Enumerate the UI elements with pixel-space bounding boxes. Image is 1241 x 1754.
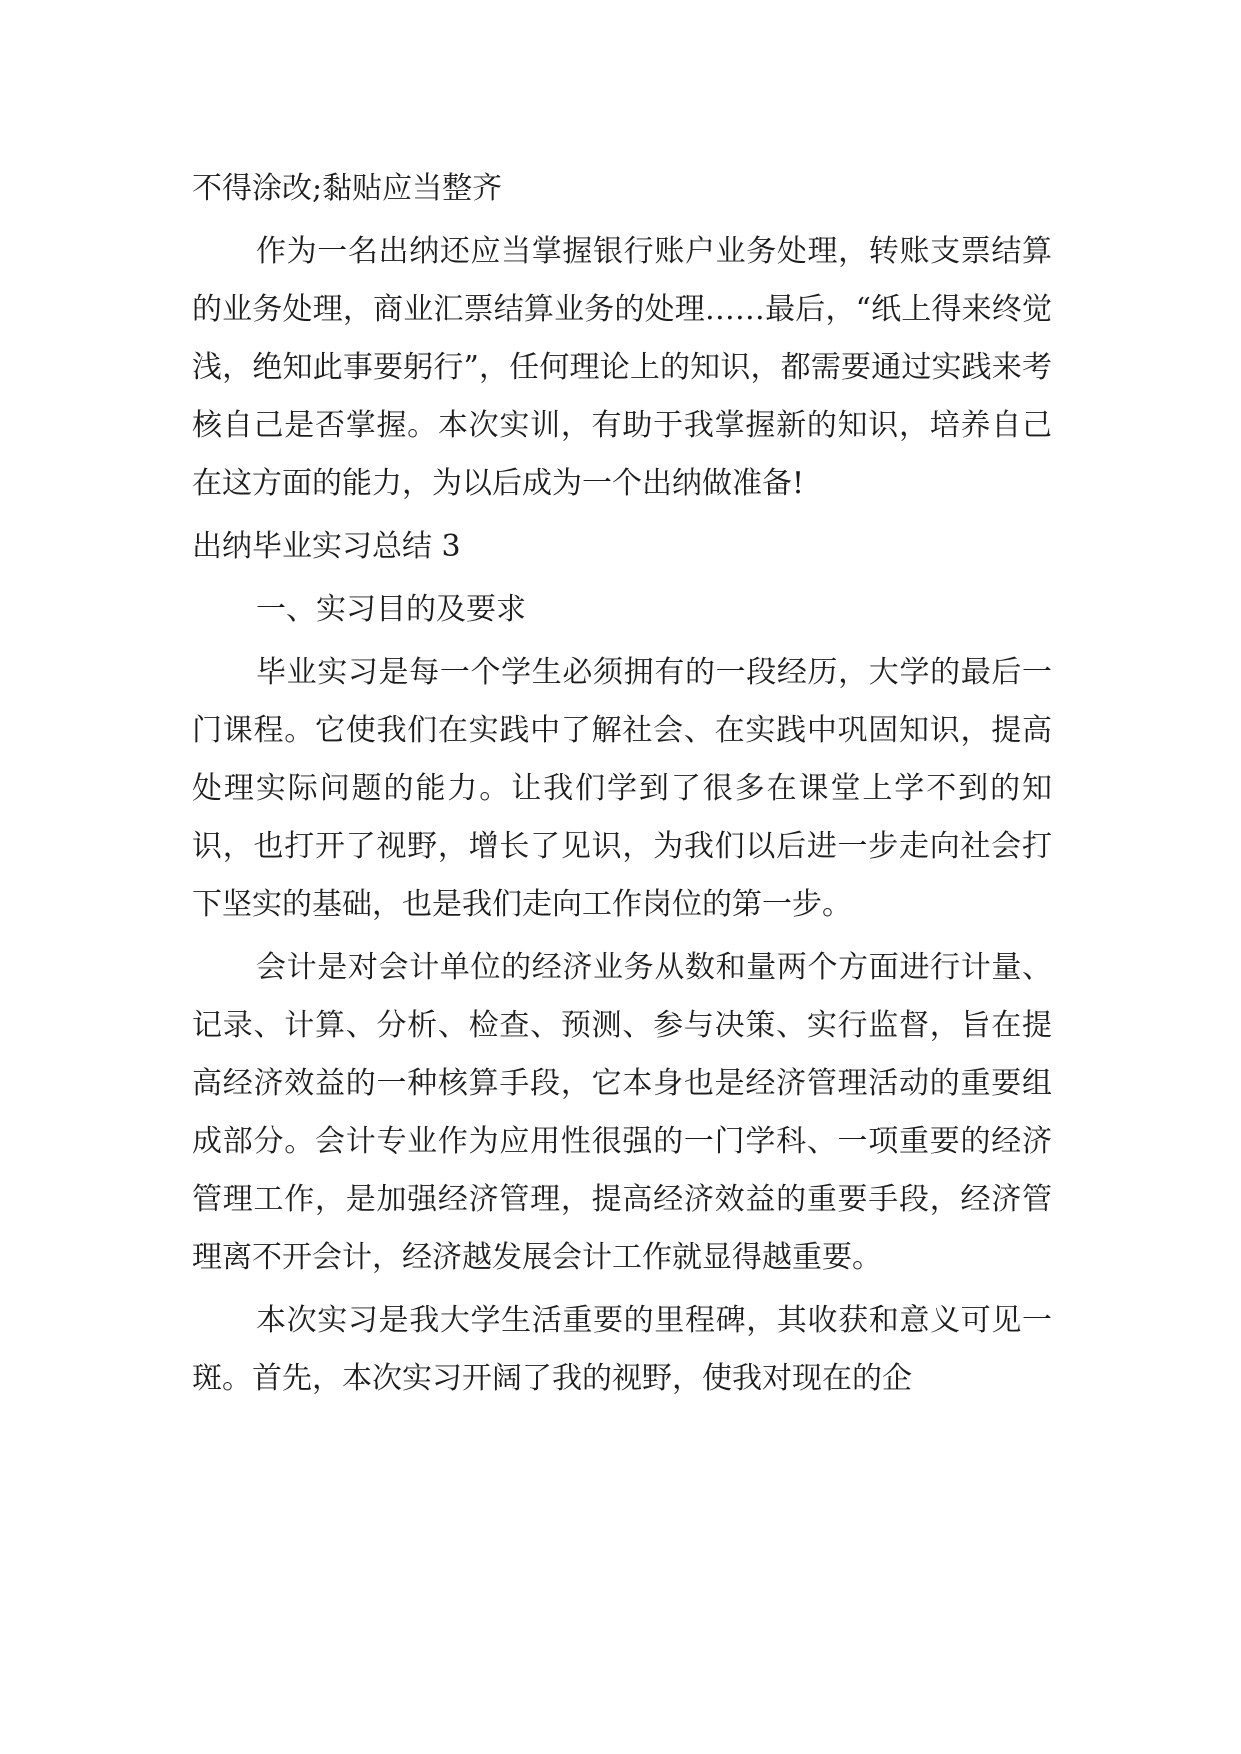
paragraph-internship-purpose: 毕业实习是每一个学生必须拥有的一段经历，大学的最后一门课程。它使我们在实践中了解社会、在实践中巩固知识，提高处理实际问题的能力。让我们学到了很多在课堂上学不到的知识，也打开了视野，增长了见识，为我们以后进一步走向社会打下坚实的基础，也是我们走向工作岗位的第一步。 [192, 655, 1052, 922]
continued-line: 不得涂改;黏贴应当整齐 [192, 171, 503, 206]
document-body [192, 160, 1052, 1413]
section-title: 出纳毕业实习总结 3 [192, 529, 461, 564]
paragraph-cashier-duties: 作为一名出纳还应当掌握银行账户业务处理，转账支票结算的业务处理，商业汇票结算业务的处理……最后，“纸上得来终觉浅，绝知此事要躬行”，任何理论上的知识，都需要通过实践来考核自己是否掌握。本次实训，有助于我掌握新的知识，培养自己在这方面的能力，为以后成为一个出纳做准备! [192, 234, 1052, 501]
paragraph-internship-significance: 本次实习是我大学生活重要的里程碑，其收获和意义可见一斑。首先，本次实习开阔了我的视野，使我对现在的企 [192, 1303, 1052, 1396]
paragraph-accounting-definition: 会计是对会计单位的经济业务从数和量两个方面进行计量、记录、计算、分析、检查、预测、参与决策、实行监督，旨在提高经济效益的一种核算手段，它本身也是经济管理活动的重要组成部分。会计专业作为应用性很强的一门学科、一项重要的经济管理工作，是加强经济管理，提高经济效益的重要手段，经济管理离不开会计，经济越发展会计工作就显得越重要。 [192, 950, 1052, 1275]
subsection-heading: 一、实习目的及要求 [256, 592, 526, 627]
